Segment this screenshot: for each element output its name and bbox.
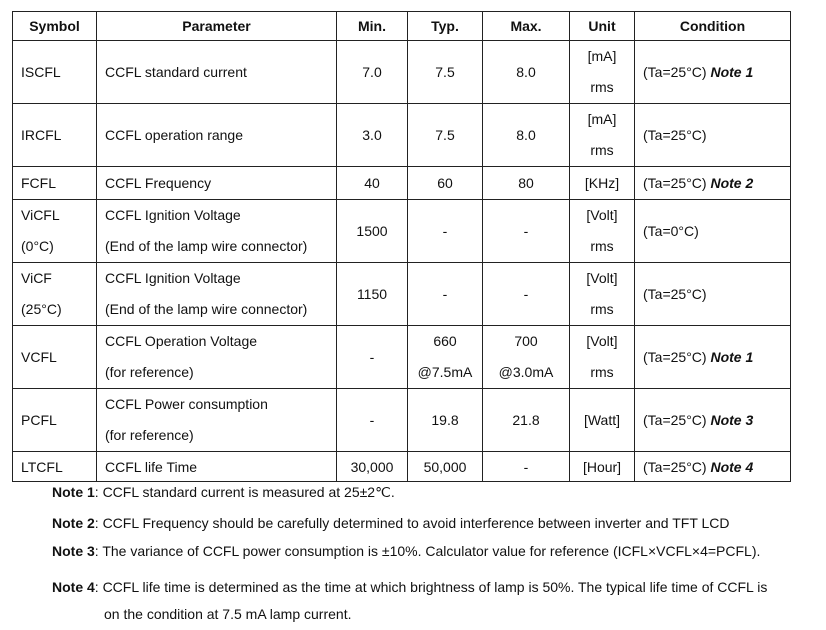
cell-max (483, 41, 570, 104)
condition-note: Note 3 (710, 412, 754, 428)
condition-text: (Ta=25°C) (643, 127, 707, 143)
condition-note: Note 4 (710, 458, 754, 475)
cell-unit-line2: rms (590, 79, 614, 95)
cell-symbol-line1: ISCFL (21, 64, 61, 80)
cell-parameter-line2: (End of the lamp wire connector) (105, 238, 308, 254)
cell-symbol-line1: VCFL (21, 349, 57, 365)
cell-min (337, 263, 408, 326)
table-row (13, 326, 791, 389)
table-row (13, 167, 791, 200)
note-label: Note 2 (52, 515, 95, 531)
cell-max (483, 452, 570, 482)
cell-min-line1: 1500 (356, 223, 388, 239)
cell-parameter-line1: CCFL Operation Voltage (105, 333, 258, 349)
table-row (13, 452, 791, 482)
header-unit: Unit (570, 12, 635, 41)
cell-typ-line1: 50,000 (423, 458, 467, 475)
cell-min (337, 200, 408, 263)
table-row (13, 104, 791, 167)
cell-unit (570, 326, 635, 389)
cell-parameter (97, 326, 337, 389)
cell-symbol-line2: (25°C) (21, 301, 62, 317)
cell-condition (635, 389, 791, 452)
cell-min-line1: 1150 (356, 286, 388, 302)
header-max: Max. (483, 12, 570, 41)
condition-note: Note 1 (710, 64, 754, 80)
cell-max (483, 167, 570, 200)
cell-max-line1: 21.8 (512, 412, 540, 428)
note-text: : The variance of CCFL power consumption is ±10%. Calculator value for reference (ICFL×VCFL×4=PCFL). (94, 543, 761, 559)
note-text: on the condition at 7.5 mA lamp current. (104, 606, 352, 622)
cell-condition (635, 200, 791, 263)
condition-text: (Ta=25°C) (643, 458, 707, 475)
cell-condition (635, 41, 791, 104)
cell-typ (408, 200, 483, 263)
cell-typ (408, 41, 483, 104)
cell-min-line1: 3.0 (362, 127, 382, 143)
table-row (13, 200, 791, 263)
cell-max (483, 200, 570, 263)
condition-text: (Ta=25°C) (643, 349, 707, 365)
cell-typ-line1: 660 (433, 333, 457, 349)
cell-parameter-line1: CCFL life Time (105, 458, 198, 475)
cell-unit (570, 41, 635, 104)
table-row (13, 389, 791, 452)
note-1 (52, 484, 395, 501)
note-text: : CCFL life time is determined as the time at which brightness of lamp is 50%. The typical life time of CCFL is (94, 579, 768, 595)
note-label: Note 1 (52, 484, 95, 500)
cell-parameter-line1: CCFL Frequency (105, 175, 212, 191)
cell-parameter (97, 167, 337, 200)
note-4-continuation (104, 606, 351, 622)
cell-parameter (97, 41, 337, 104)
cell-max-line1: 8.0 (516, 64, 536, 80)
cell-unit-line2: rms (590, 238, 614, 254)
header-condition: Condition (635, 12, 791, 41)
cell-unit (570, 452, 635, 482)
cell-symbol-line1: LTCFL (21, 458, 63, 475)
cell-max (483, 263, 570, 326)
cell-min-line1: 30,000 (350, 458, 394, 475)
cell-unit-line2: rms (590, 364, 614, 380)
cell-parameter-line1: CCFL Ignition Voltage (105, 270, 241, 286)
cell-parameter (97, 200, 337, 263)
cell-symbol-line1: PCFL (21, 412, 57, 428)
cell-min (337, 41, 408, 104)
cell-condition (635, 326, 791, 389)
cell-unit-line1: [Volt] (586, 270, 618, 286)
cell-max-line1: - (523, 458, 529, 475)
note-2 (52, 515, 730, 531)
cell-symbol (13, 326, 97, 389)
cell-symbol-line1: IRCFL (21, 127, 62, 143)
cell-max-line1: - (523, 286, 529, 302)
cell-symbol (13, 167, 97, 200)
cell-symbol-line2: (0°C) (21, 238, 54, 254)
ccfl-spec-table (12, 11, 791, 482)
cell-symbol-line1: ViCFL (21, 207, 60, 223)
cell-parameter (97, 263, 337, 326)
cell-symbol (13, 452, 97, 482)
cell-parameter (97, 389, 337, 452)
cell-unit (570, 200, 635, 263)
cell-typ (408, 389, 483, 452)
cell-parameter-line1: CCFL standard current (105, 64, 247, 80)
cell-parameter-line1: CCFL operation range (105, 127, 244, 143)
cell-max (483, 104, 570, 167)
cell-min-line1: - (369, 412, 375, 428)
cell-parameter-line2: (End of the lamp wire connector) (105, 301, 308, 317)
header-typ: Typ. (408, 12, 483, 41)
cell-symbol (13, 104, 97, 167)
note-label: Note 4 (52, 579, 95, 595)
cell-max-line1: 700 (514, 333, 538, 349)
cell-unit-line1: [Volt] (586, 333, 618, 349)
cell-unit-line1: [mA] (587, 111, 617, 127)
cell-unit-line2: rms (590, 142, 614, 158)
cell-symbol (13, 263, 97, 326)
cell-max-line1: 80 (518, 175, 534, 191)
cell-min (337, 104, 408, 167)
cell-typ-line1: - (442, 286, 448, 302)
cell-min-line1: - (369, 349, 375, 365)
cell-condition (635, 452, 791, 482)
condition-text: (Ta=25°C) (643, 286, 707, 302)
header-parameter: Parameter (97, 12, 337, 41)
cell-max-line1: - (523, 223, 529, 239)
cell-symbol (13, 41, 97, 104)
cell-max-line1: 8.0 (516, 127, 536, 143)
cell-unit (570, 104, 635, 167)
cell-unit-line1: [Watt] (583, 412, 621, 428)
cell-typ (408, 326, 483, 389)
header-symbol: Symbol (13, 12, 97, 41)
cell-unit-line1: [KHz] (584, 175, 620, 191)
cell-min-line1: 7.0 (362, 64, 382, 80)
header-min: Min. (337, 12, 408, 41)
cell-min-line1: 40 (364, 175, 380, 191)
cell-parameter-line2: (for reference) (105, 364, 194, 380)
cell-unit-line2: rms (590, 301, 614, 317)
cell-unit-line1: [Hour] (582, 458, 622, 475)
cell-typ-line1: 7.5 (435, 64, 455, 80)
cell-typ-line1: 7.5 (435, 127, 455, 143)
condition-text: (Ta=25°C) (643, 412, 707, 428)
condition-note: Note 1 (710, 349, 754, 365)
cell-symbol (13, 389, 97, 452)
note-label: Note 3 (52, 543, 95, 559)
condition-text: (Ta=25°C) (643, 175, 707, 191)
note-text: : CCFL standard current is measured at 25±2℃. (94, 484, 395, 500)
cell-unit (570, 389, 635, 452)
cell-typ-line2: @7.5mA (417, 364, 473, 380)
cell-parameter-line1: CCFL Power consumption (105, 396, 268, 412)
cell-symbol-line1: FCFL (21, 175, 56, 191)
cell-unit-line1: [mA] (587, 48, 617, 64)
cell-typ (408, 452, 483, 482)
cell-symbol-line1: ViCF (21, 270, 52, 286)
cell-parameter (97, 452, 337, 482)
cell-typ-line1: 19.8 (431, 412, 459, 428)
cell-unit (570, 263, 635, 326)
cell-unit-line1: [Volt] (586, 207, 618, 223)
cell-condition (635, 104, 791, 167)
cell-symbol (13, 200, 97, 263)
cell-typ (408, 263, 483, 326)
cell-parameter (97, 104, 337, 167)
cell-parameter-line2: (for reference) (105, 427, 194, 443)
cell-typ (408, 104, 483, 167)
cell-min (337, 167, 408, 200)
condition-text: (Ta=25°C) (643, 64, 707, 80)
cell-unit (570, 167, 635, 200)
note-3 (52, 543, 760, 559)
cell-max (483, 389, 570, 452)
table-row (13, 263, 791, 326)
table-row (13, 41, 791, 104)
cell-max (483, 326, 570, 389)
note-4 (52, 579, 767, 595)
header-row (13, 12, 791, 41)
cell-parameter-line1: CCFL Ignition Voltage (105, 207, 241, 223)
cell-min (337, 389, 408, 452)
cell-condition (635, 167, 791, 200)
cell-condition (635, 263, 791, 326)
cell-typ-line1: - (442, 223, 448, 239)
condition-text: (Ta=0°C) (643, 223, 699, 239)
cell-max-line2: @3.0mA (498, 364, 554, 380)
cell-typ (408, 167, 483, 200)
cell-typ-line1: 60 (437, 175, 453, 191)
condition-note: Note 2 (710, 175, 754, 191)
cell-min (337, 326, 408, 389)
note-text: : CCFL Frequency should be carefully determined to avoid interference between inverter and TFT LCD (94, 515, 730, 531)
cell-min (337, 452, 408, 482)
